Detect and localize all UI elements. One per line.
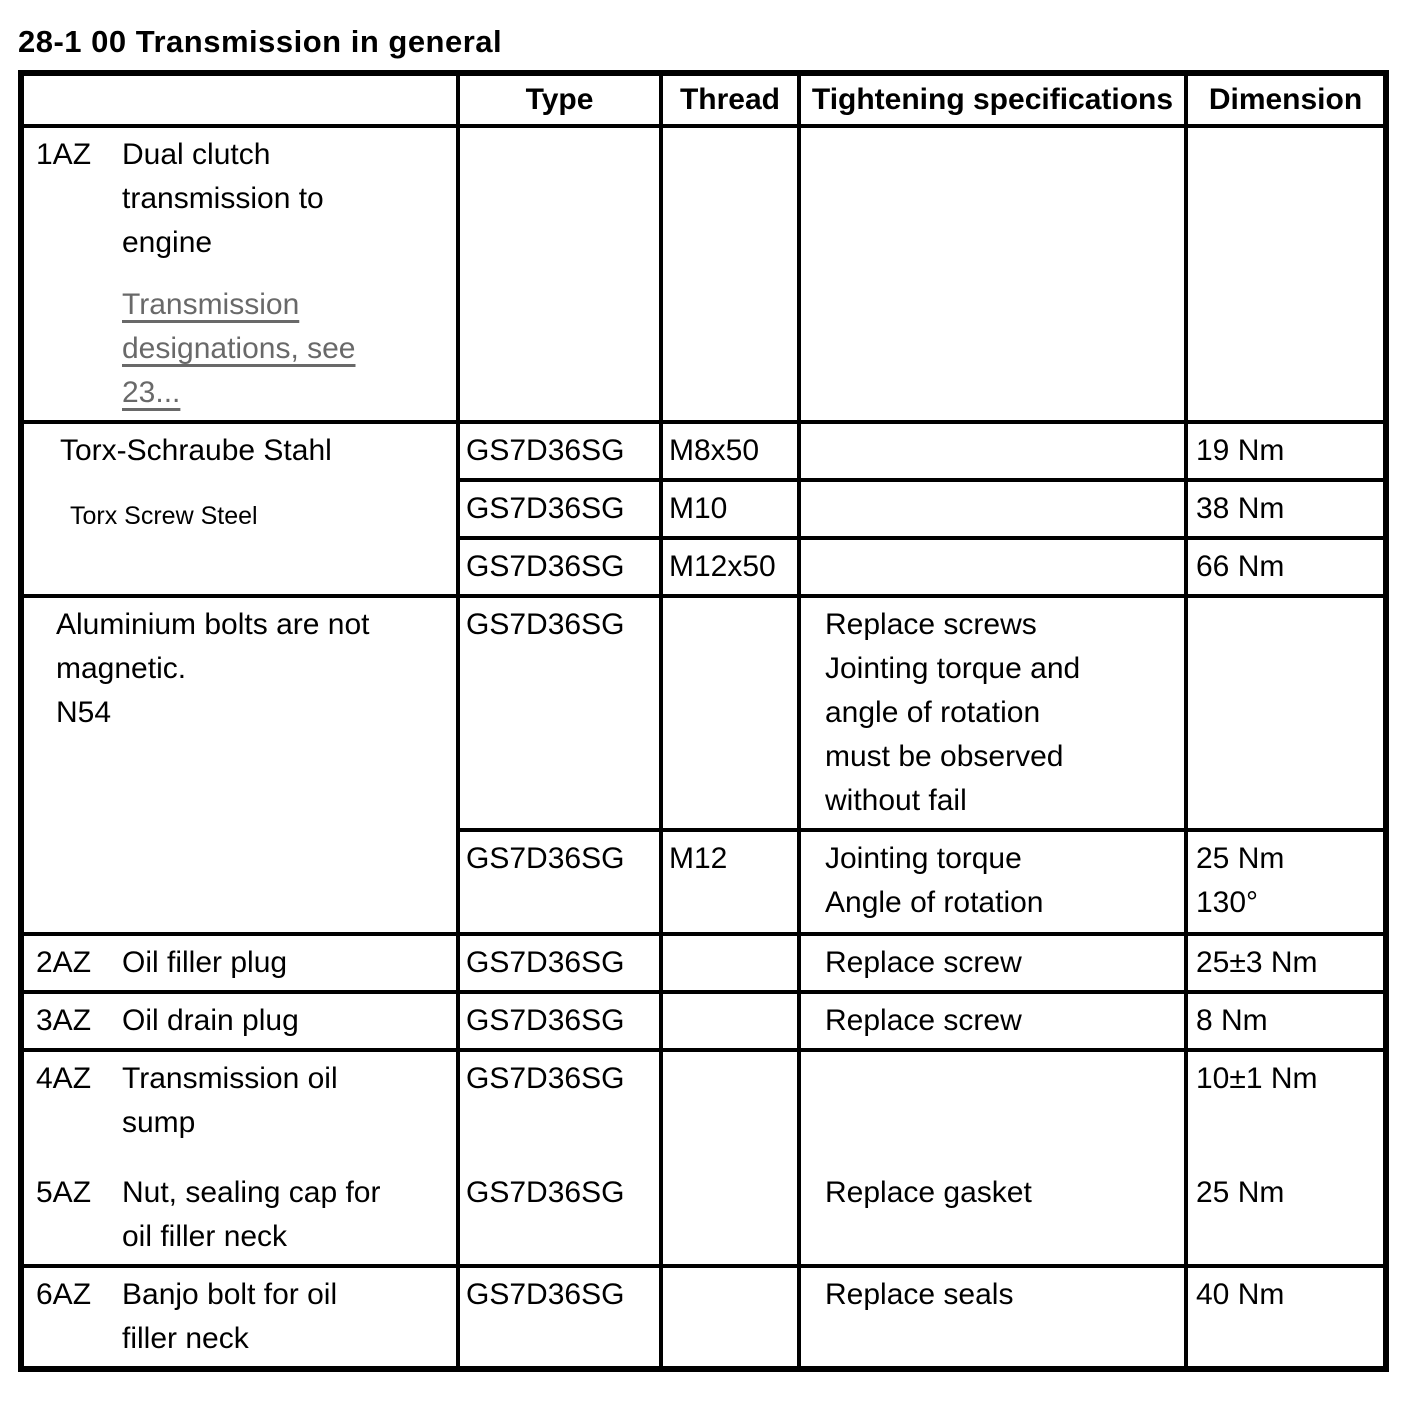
row-1az — [21, 126, 1386, 422]
dimension-cell: 40 Nm — [1186, 1266, 1386, 1369]
spec-cell — [799, 596, 1186, 830]
dimension-cell — [1186, 830, 1386, 934]
dimension-cell-empty — [1186, 126, 1386, 422]
row-4az-5az — [21, 1050, 1386, 1266]
item-label-3az: Oil drain plug — [122, 1004, 299, 1037]
type-cell: GS7D36SG — [458, 992, 661, 1050]
type-cell: GS7D36SG — [458, 1266, 661, 1369]
column-header-dimension: Dimension — [1186, 73, 1386, 126]
item-ref-3az: 3AZ — [36, 1004, 92, 1037]
thread-cell-empty — [661, 1266, 799, 1369]
dimension-text: 25 Nm 130° — [1196, 842, 1285, 919]
transmission-designations-link[interactable]: Transmission designations, see 23... — [122, 288, 356, 409]
spec-cell: Replace screw — [799, 934, 1186, 992]
spec-text: Replace screws Jointing torque and angle of rotation must be observed without fail — [825, 608, 1081, 817]
item-label-2az: Oil filler plug — [122, 946, 288, 979]
row-6az — [21, 1266, 1386, 1369]
spec-text-5az: Replace gasket — [825, 1176, 1032, 1209]
item-label-5az: Nut, sealing cap for oil filler neck — [122, 1176, 381, 1253]
spec-cell-empty — [799, 422, 1186, 480]
type-cell: GS7D36SG — [458, 480, 661, 538]
item-label-torx-de: Torx-Schraube Stahl — [60, 434, 332, 467]
thread-cell-empty — [661, 934, 799, 992]
item-label-torx-en: Torx Screw Steel — [70, 502, 258, 530]
thread-cell-empty — [661, 992, 799, 1050]
item-label-aluminium: Aluminium bolts are not magnetic. N54 — [56, 608, 370, 729]
spec-cell-empty — [799, 480, 1186, 538]
spec-text-4az — [825, 1057, 1176, 1171]
spec-table — [18, 70, 1389, 1372]
thread-cell-empty — [661, 1050, 799, 1266]
type-cell: GS7D36SG — [458, 934, 661, 992]
row-aluminium-note — [21, 596, 1386, 830]
spec-text: Jointing torque Angle of rotation — [825, 842, 1044, 919]
thread-cell: M12 — [661, 830, 799, 934]
page-title: 28-1 00 Transmission in general — [18, 24, 503, 59]
spec-cell — [799, 830, 1186, 934]
spec-cell-empty — [799, 538, 1186, 596]
spec-cell-empty — [799, 126, 1186, 422]
type-text-5az: GS7D36SG — [466, 1176, 625, 1209]
type-text-4az: GS7D36SG — [466, 1062, 625, 1095]
label-cell-4az-5az — [21, 1050, 458, 1266]
dimension-cell: 38 Nm — [1186, 480, 1386, 538]
type-cell: GS7D36SG — [458, 538, 661, 596]
thread-cell: M12x50 — [661, 538, 799, 596]
label-cell-1az — [21, 126, 458, 422]
item-label-4az: Transmission oil sump — [122, 1062, 338, 1139]
type-cell: GS7D36SG — [458, 830, 661, 934]
dimension-cell: 25±3 Nm — [1186, 934, 1386, 992]
label-cell-2az — [21, 934, 458, 992]
dimension-cell: 19 Nm — [1186, 422, 1386, 480]
type-cell: GS7D36SG — [458, 596, 661, 830]
column-header-thread: Thread — [661, 73, 799, 126]
spec-cell: Replace screw — [799, 992, 1186, 1050]
item-ref-4az: 4AZ — [36, 1062, 92, 1095]
item-label-1az: Dual clutch transmission to engine — [122, 138, 324, 259]
item-ref-5az: 5AZ — [36, 1176, 92, 1209]
thread-cell-empty — [661, 126, 799, 422]
thread-cell-empty — [661, 596, 799, 830]
label-cell-torx — [21, 422, 458, 596]
dimension-cell: 8 Nm — [1186, 992, 1386, 1050]
row-2az — [21, 934, 1386, 992]
column-header-tightening: Tightening specifications — [799, 73, 1186, 126]
header-row — [21, 73, 1386, 126]
column-header-blank — [21, 73, 458, 126]
item-ref-6az: 6AZ — [36, 1278, 92, 1311]
row-3az — [21, 992, 1386, 1050]
item-ref-1az: 1AZ — [36, 138, 92, 171]
label-cell-3az — [21, 992, 458, 1050]
item-ref-2az: 2AZ — [36, 946, 92, 979]
column-header-type: Type — [458, 73, 661, 126]
thread-cell: M10 — [661, 480, 799, 538]
type-cell — [458, 1050, 661, 1266]
spec-cell: Replace seals — [799, 1266, 1186, 1369]
label-cell-6az — [21, 1266, 458, 1369]
dimension-text-4az: 10±1 Nm — [1196, 1062, 1318, 1095]
row-torx-m8x50 — [21, 422, 1386, 480]
dimension-cell: 66 Nm — [1186, 538, 1386, 596]
type-cell: GS7D36SG — [458, 422, 661, 480]
spec-cell — [799, 1050, 1186, 1266]
dimension-text-5az: 25 Nm — [1196, 1176, 1285, 1209]
dimension-cell-empty — [1186, 596, 1386, 830]
dimension-cell — [1186, 1050, 1386, 1266]
thread-cell: M8x50 — [661, 422, 799, 480]
label-cell-aluminium — [21, 596, 458, 934]
item-label-6az: Banjo bolt for oil filler neck — [122, 1278, 338, 1355]
type-cell-empty — [458, 126, 661, 422]
